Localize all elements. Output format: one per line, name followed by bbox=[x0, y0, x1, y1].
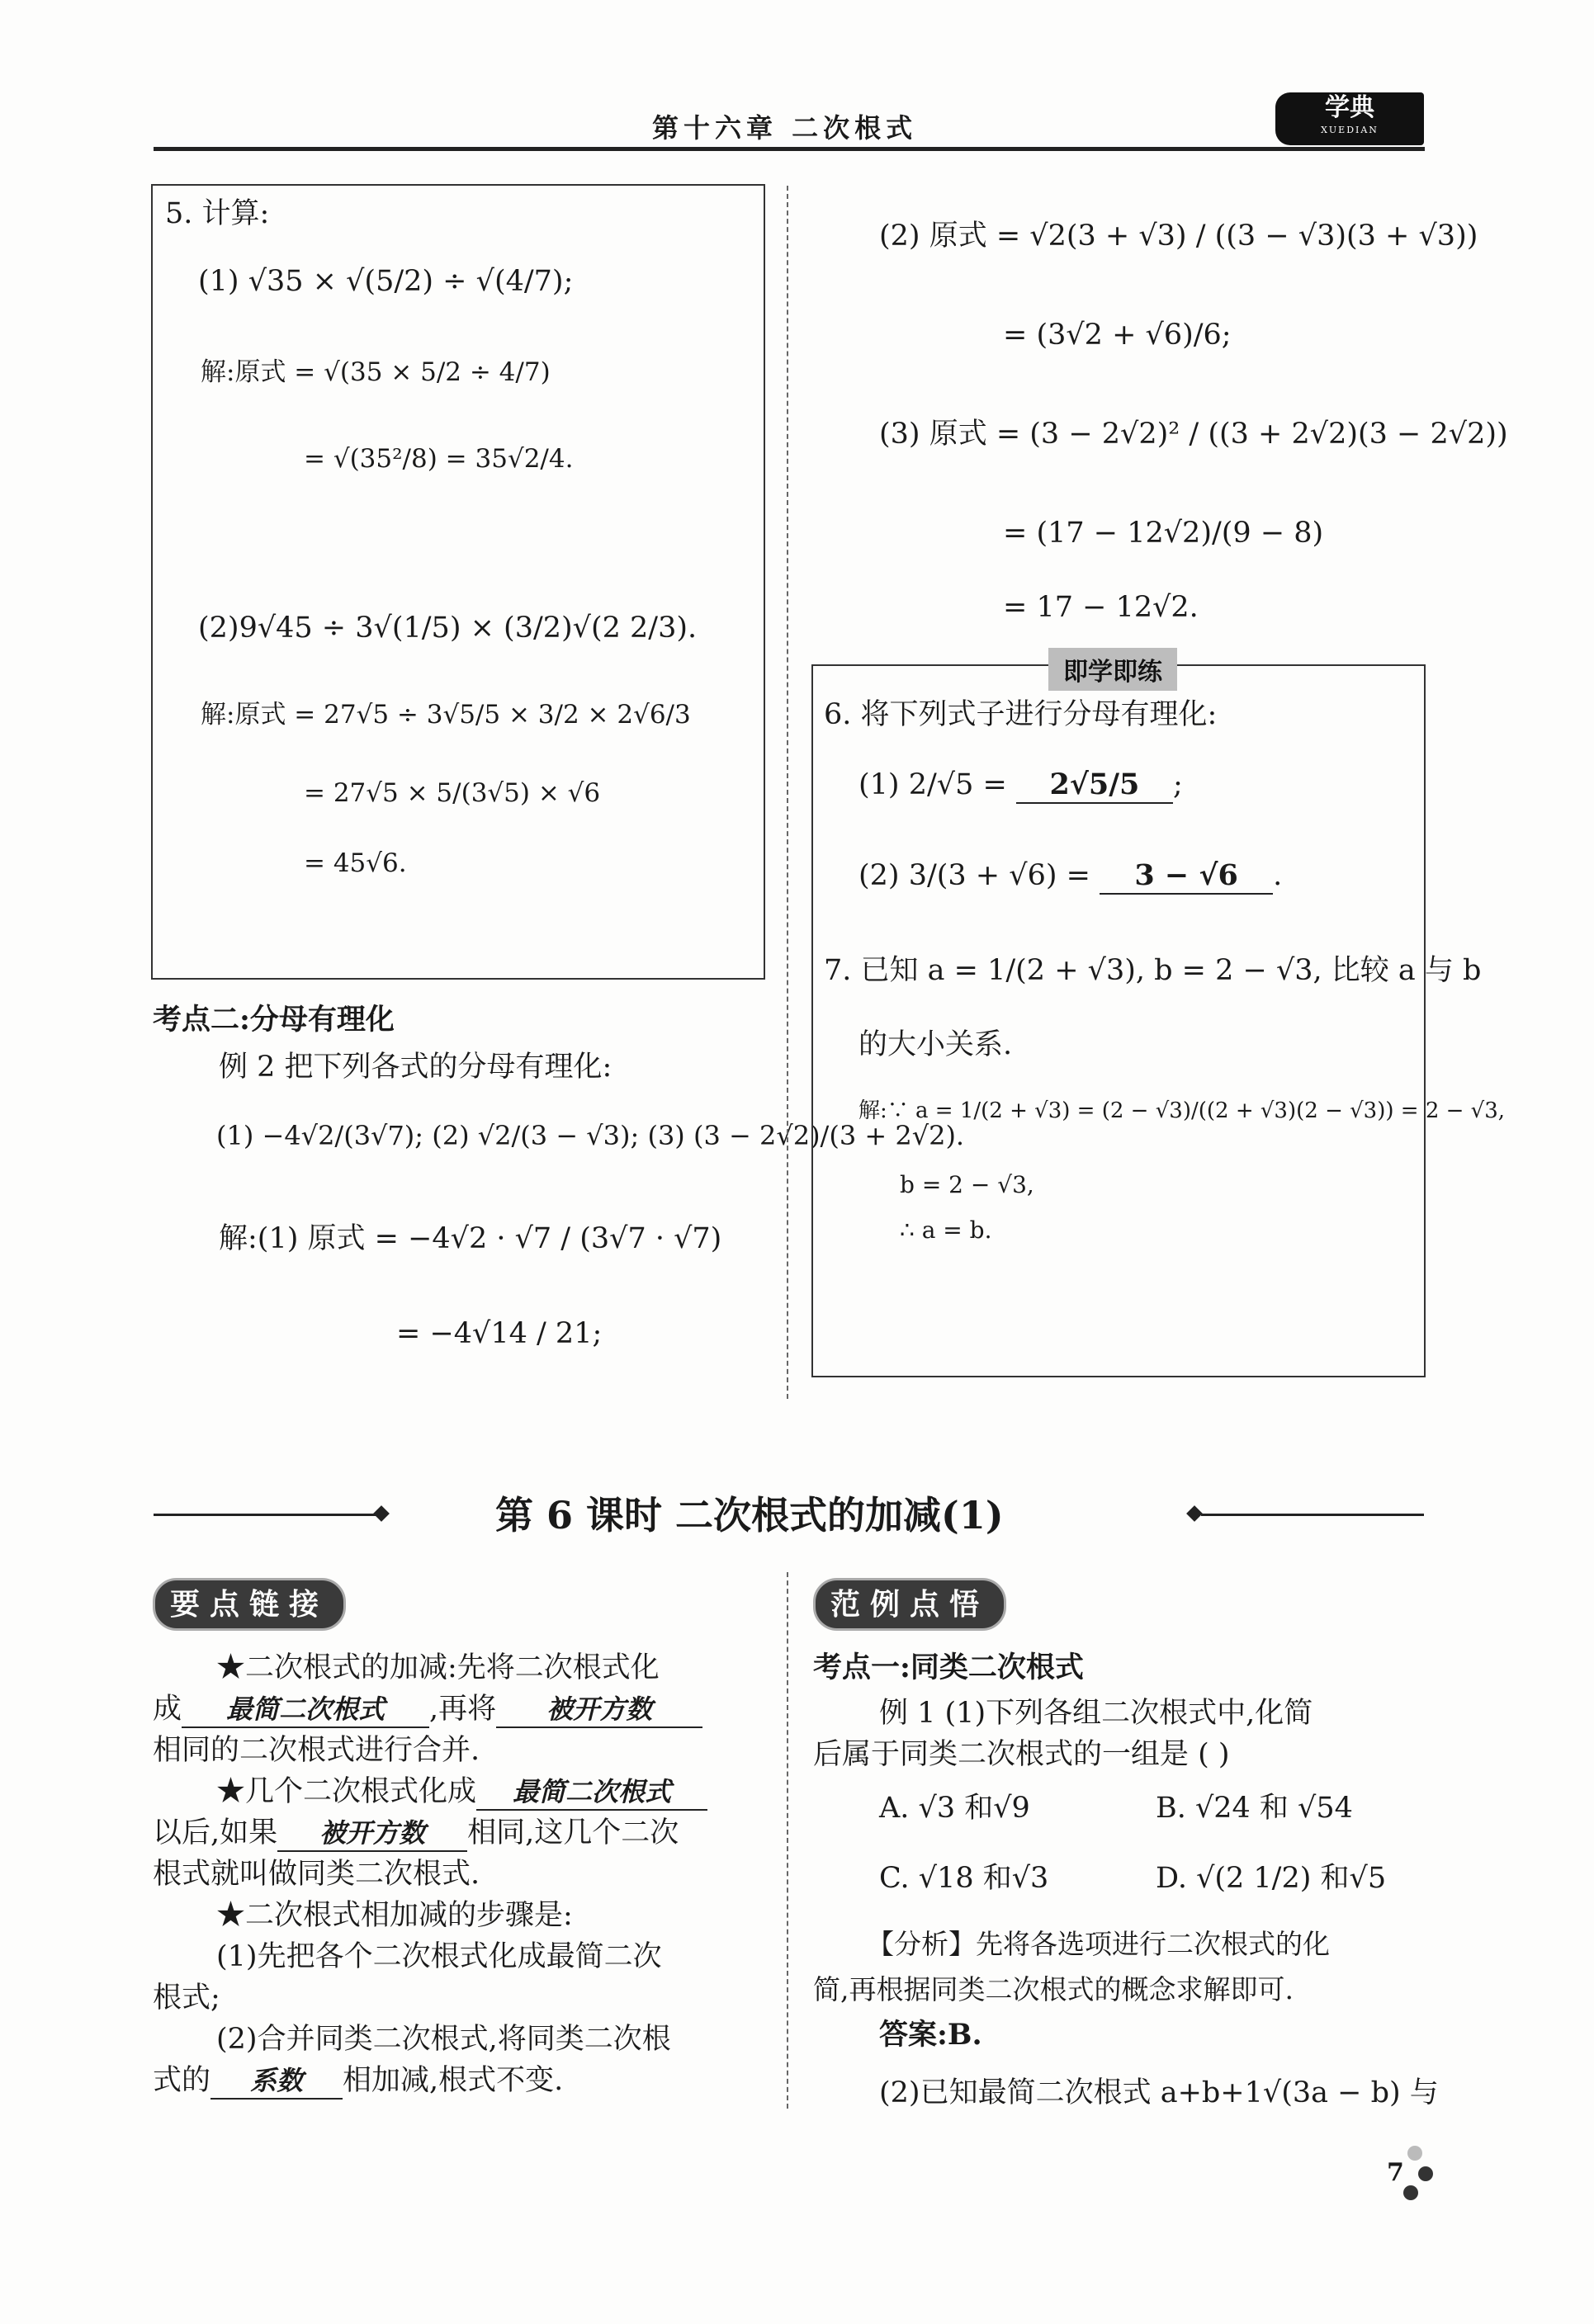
page-number: 7 bbox=[1387, 2158, 1404, 2187]
ex1-a: 例 1 (1)下列各组二次根式中,化简 bbox=[879, 1697, 1313, 1730]
kp-p2-b bbox=[153, 1816, 679, 1852]
decor-dot-3 bbox=[1403, 2185, 1418, 2200]
header-rule bbox=[154, 147, 1425, 151]
kp-p1-b bbox=[153, 1692, 702, 1728]
logo-text: 学典 bbox=[1325, 93, 1374, 122]
q6-part1: (1) 2/√5 = 2√5/5 ; bbox=[858, 768, 1183, 804]
logo-subtext: XUEDIAN bbox=[1321, 125, 1379, 135]
point2-title: 考点二:分母有理化 bbox=[153, 1003, 395, 1037]
q5-part2: (2)9√45 ÷ 3√(1/5) × (3/2)√(2 2/3). bbox=[198, 612, 698, 645]
chapter-title: 第十六章 二次根式 bbox=[652, 112, 918, 144]
example2-items: (1) −4√2/(3√7); (2) √2/(3 − √3); (3) (3 − 2√2)/(3 + 2√2). bbox=[216, 1120, 965, 1151]
sol3-line-a: (3) 原式 = (3 − 2√2)² / ((3 + 2√2)(3 − 2√2)) bbox=[879, 418, 1508, 451]
ex1-b: 后属于同类二次根式的一组是 ( ) bbox=[813, 1738, 1230, 1771]
section-diamond-left bbox=[373, 1505, 390, 1522]
decor-dot-2 bbox=[1418, 2166, 1433, 2181]
kp-p3-2b-pre: 式的 bbox=[153, 2064, 211, 2097]
section-diamond-right bbox=[1186, 1505, 1203, 1522]
kp-fill-coefficient: 系数 bbox=[210, 2063, 343, 2100]
example2: 例 2 把下列各式的分母有理化: bbox=[219, 1051, 613, 1084]
q7-solution-a: 解:∵ a = 1/(2 + √3) = (2 − √3)/((2 + √3)(2 − √3)) = 2 − √3, bbox=[858, 1098, 1506, 1123]
ex1-answer: 答案:B. bbox=[879, 2018, 982, 2052]
kp-p2-b-pre: 以后,如果 bbox=[153, 1816, 278, 1849]
kp-fill-simplest-1: 最简二次根式 bbox=[182, 1692, 429, 1728]
q6-part1-text: (1) 2/√5 = bbox=[858, 768, 1007, 801]
examples-badge: 范例点悟 bbox=[813, 1578, 1006, 1631]
kp-p3: ★二次根式相加减的步骤是: bbox=[216, 1899, 573, 1932]
q5-box bbox=[151, 184, 765, 980]
sol3-line-b: = (17 − 12√2)/(9 − 8) bbox=[1003, 517, 1324, 550]
sol2-line-a: (2) 原式 = √2(3 + √3) / ((3 − √3)(3 + √3)) bbox=[879, 220, 1478, 253]
q7-solution-c: ∴ a = b. bbox=[900, 1216, 992, 1244]
ex1-option-c: C. √18 和√3 bbox=[879, 1862, 1049, 1895]
kp-p2-c: 根式就叫做同类二次根式. bbox=[153, 1858, 480, 1891]
kp-p3-2a: (2)合并同类二次根式,将同类二次根 bbox=[216, 2023, 671, 2056]
decor-dot-1 bbox=[1407, 2146, 1422, 2161]
example2-solution-b: = −4√14 / 21; bbox=[396, 1317, 603, 1350]
kp-p1-a: ★二次根式的加减:先将二次根式化 bbox=[216, 1651, 660, 1684]
key-points-badge: 要点链接 bbox=[153, 1578, 346, 1631]
q5-part1-solution-b: = √(35²/8) = 35√2/4. bbox=[304, 444, 574, 474]
sol2-line-b: = (3√2 + √6)/6; bbox=[1003, 319, 1232, 352]
practice-badge: 即学即练 bbox=[1048, 648, 1177, 691]
kp-p3-2b bbox=[153, 2063, 563, 2100]
kp-p3-1a: (1)先把各个二次根式化成最简二次 bbox=[216, 1940, 662, 1973]
kp-p2-b-post: 相同,这几个二次 bbox=[467, 1816, 679, 1849]
column-divider-bottom bbox=[787, 1572, 788, 2109]
logo bbox=[1275, 92, 1424, 145]
q5-part2-solution-c: = 45√6. bbox=[304, 848, 407, 878]
q5-part1: (1) √35 × √(5/2) ÷ √(4/7); bbox=[198, 265, 574, 298]
ex1-analysis-b: 简,再根据同类二次根式的概念求解即可. bbox=[813, 1973, 1294, 2005]
ex1-option-d: D. √(2 1/2) 和√5 bbox=[1156, 1862, 1387, 1895]
ex1-option-a: A. √3 和√9 bbox=[879, 1792, 1030, 1825]
section-rule-left bbox=[154, 1514, 376, 1516]
kp-p1-b-mid: ,再将 bbox=[429, 1693, 497, 1726]
q6-part1-answer: 2√5/5 bbox=[1016, 768, 1173, 804]
ex1-part2: (2)已知最简二次根式 a+b+1√(3a − b) 与 bbox=[879, 2076, 1439, 2109]
kp-p2-a bbox=[216, 1774, 707, 1811]
kp-p1-c: 相同的二次根式进行合并. bbox=[153, 1734, 480, 1767]
q5-part2-solution-b: = 27√5 × 5/(3√5) × √6 bbox=[304, 778, 601, 808]
q5-part1-solution-a: 解:原式 = √(35 × 5/2 ÷ 4/7) bbox=[201, 357, 551, 387]
q5-title: 5. 计算: bbox=[165, 197, 270, 230]
kp-fill-radicand-2: 被开方数 bbox=[277, 1816, 467, 1852]
q6-part2: (2) 3/(3 + √6) = 3 − √6 . bbox=[858, 858, 1282, 895]
ex1-option-b: B. √24 和 √54 bbox=[1156, 1792, 1353, 1825]
ex1-analysis-a: 【分析】先将各选项进行二次根式的化 bbox=[867, 1928, 1330, 1960]
kp-p1-b-pre: 成 bbox=[153, 1693, 182, 1726]
q7-b: 的大小关系. bbox=[858, 1028, 1013, 1061]
q7-solution-b: b = 2 − √3, bbox=[900, 1171, 1034, 1198]
kp-p2-a-text: ★几个二次根式化成 bbox=[216, 1775, 477, 1808]
q5-part2-solution-a: 解:原式 = 27√5 ÷ 3√5/5 × 3/2 × 2√6/3 bbox=[201, 700, 691, 730]
q6-part2-answer: 3 − √6 bbox=[1100, 858, 1273, 895]
kp-p3-2b-post: 相加减,根式不变. bbox=[343, 2064, 564, 2097]
column-divider-top bbox=[787, 186, 788, 1399]
kp-p3-1b: 根式; bbox=[153, 1982, 220, 2015]
q7-a: 7. 已知 a = 1/(2 + √3), b = 2 − √3, 比较 a 与 b bbox=[824, 954, 1482, 987]
kp-fill-radicand-1: 被开方数 bbox=[496, 1692, 702, 1728]
kp-fill-simplest-2: 最简二次根式 bbox=[476, 1774, 707, 1811]
example2-solution-a: 解:(1) 原式 = −4√2 · √7 / (3√7 · √7) bbox=[219, 1222, 722, 1255]
section-title: 第 6 课时 二次根式的加减(1) bbox=[495, 1493, 1004, 1538]
ex-point1: 考点一:同类二次根式 bbox=[813, 1651, 1084, 1684]
section-rule-right bbox=[1201, 1514, 1424, 1516]
q6-title: 6. 将下列式子进行分母有理化: bbox=[824, 698, 1218, 731]
sol3-line-c: = 17 − 12√2. bbox=[1003, 591, 1199, 624]
q6-part2-text: (2) 3/(3 + √6) = bbox=[858, 859, 1090, 892]
